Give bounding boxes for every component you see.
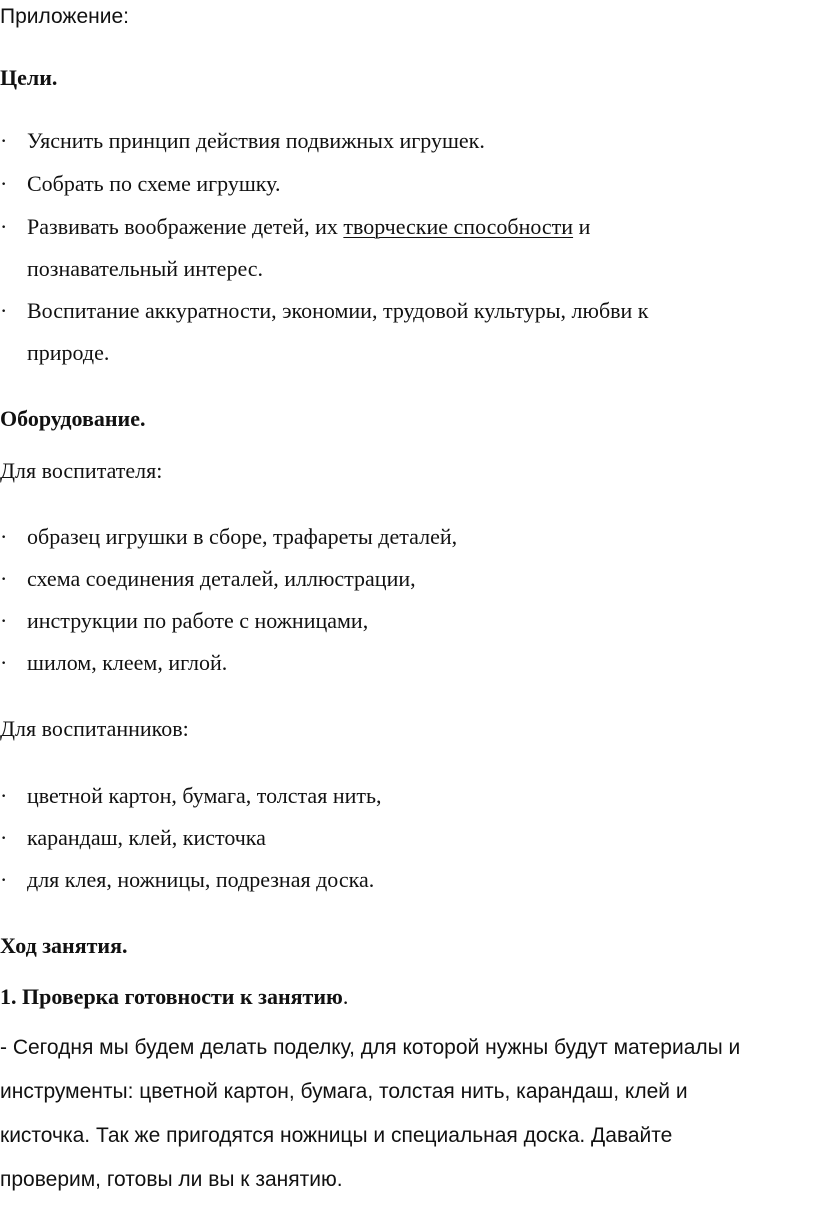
step1-period: . — [342, 984, 349, 1009]
bullet-icon: · — [0, 128, 8, 153]
bullet-icon: · — [0, 214, 8, 239]
creative-abilities-link[interactable]: творческие способности — [343, 214, 574, 239]
goals-item-text: Собрать по схеме игрушку. — [27, 171, 281, 196]
bullet-icon: · — [0, 566, 8, 591]
lesson-paragraph-line: инструменты: цветной картон, бумага, толстая нить, карандаш, клей и — [0, 1080, 688, 1103]
teacher-label: Для воспитателя: — [0, 458, 163, 483]
pupils-item-text: для клея, ножницы, подрезная доска. — [27, 867, 375, 892]
lesson-paragraph-line: - Сегодня мы будем делать поделку, для которой нужны будут материалы и — [0, 1036, 741, 1059]
goals-item-text — [27, 216, 590, 238]
teacher-item-text: образец игрушки в сборе, трафареты деталей, — [27, 524, 458, 549]
lesson-heading: Ход занятия. — [0, 933, 128, 958]
bullet-icon: · — [0, 867, 8, 892]
bullet-icon: · — [0, 524, 8, 549]
lesson-paragraph-line: проверим, готовы ли вы к занятию. — [0, 1168, 343, 1191]
bullet-icon: · — [0, 650, 8, 675]
goals-item-text: Воспитание аккуратности, экономии, трудовой культуры, любви к — [27, 298, 649, 323]
appendix-label: Приложение: — [0, 5, 130, 28]
pupils-label: Для воспитанников: — [0, 716, 189, 741]
goals-heading: Цели. — [0, 65, 58, 90]
bullet-icon: · — [0, 298, 8, 323]
goals-item-text-after: и — [573, 214, 591, 239]
pupils-item-text: цветной картон, бумага, толстая нить, — [27, 783, 382, 808]
teacher-item-text: шилом, клеем, иглой. — [27, 650, 228, 675]
bullet-icon: · — [0, 608, 8, 633]
equipment-heading: Оборудование. — [0, 406, 146, 431]
lesson-paragraph-line: кисточка. Так же пригодятся ножницы и специальная доска. Давайте — [0, 1124, 673, 1147]
pupils-item-text: карандаш, клей, кисточка — [27, 825, 266, 850]
bullet-icon: · — [0, 783, 8, 808]
goals-item-continuation: познавательный интерес. — [27, 256, 264, 281]
teacher-item-text: инструкции по работе с ножницами, — [27, 608, 369, 633]
step1-title: 1. Проверка готовности к занятию — [0, 984, 343, 1009]
teacher-item-text: схема соединения деталей, иллюстрации, — [27, 566, 416, 591]
bullet-icon: · — [0, 171, 8, 196]
goals-item-text: Уяснить принцип действия подвижных игрушек. — [27, 128, 485, 153]
goals-item-continuation: природе. — [27, 340, 110, 365]
bullet-icon: · — [0, 825, 8, 850]
goals-item-text-before: Развивать воображение детей, их — [27, 214, 344, 239]
step1-title-line — [0, 986, 348, 1008]
